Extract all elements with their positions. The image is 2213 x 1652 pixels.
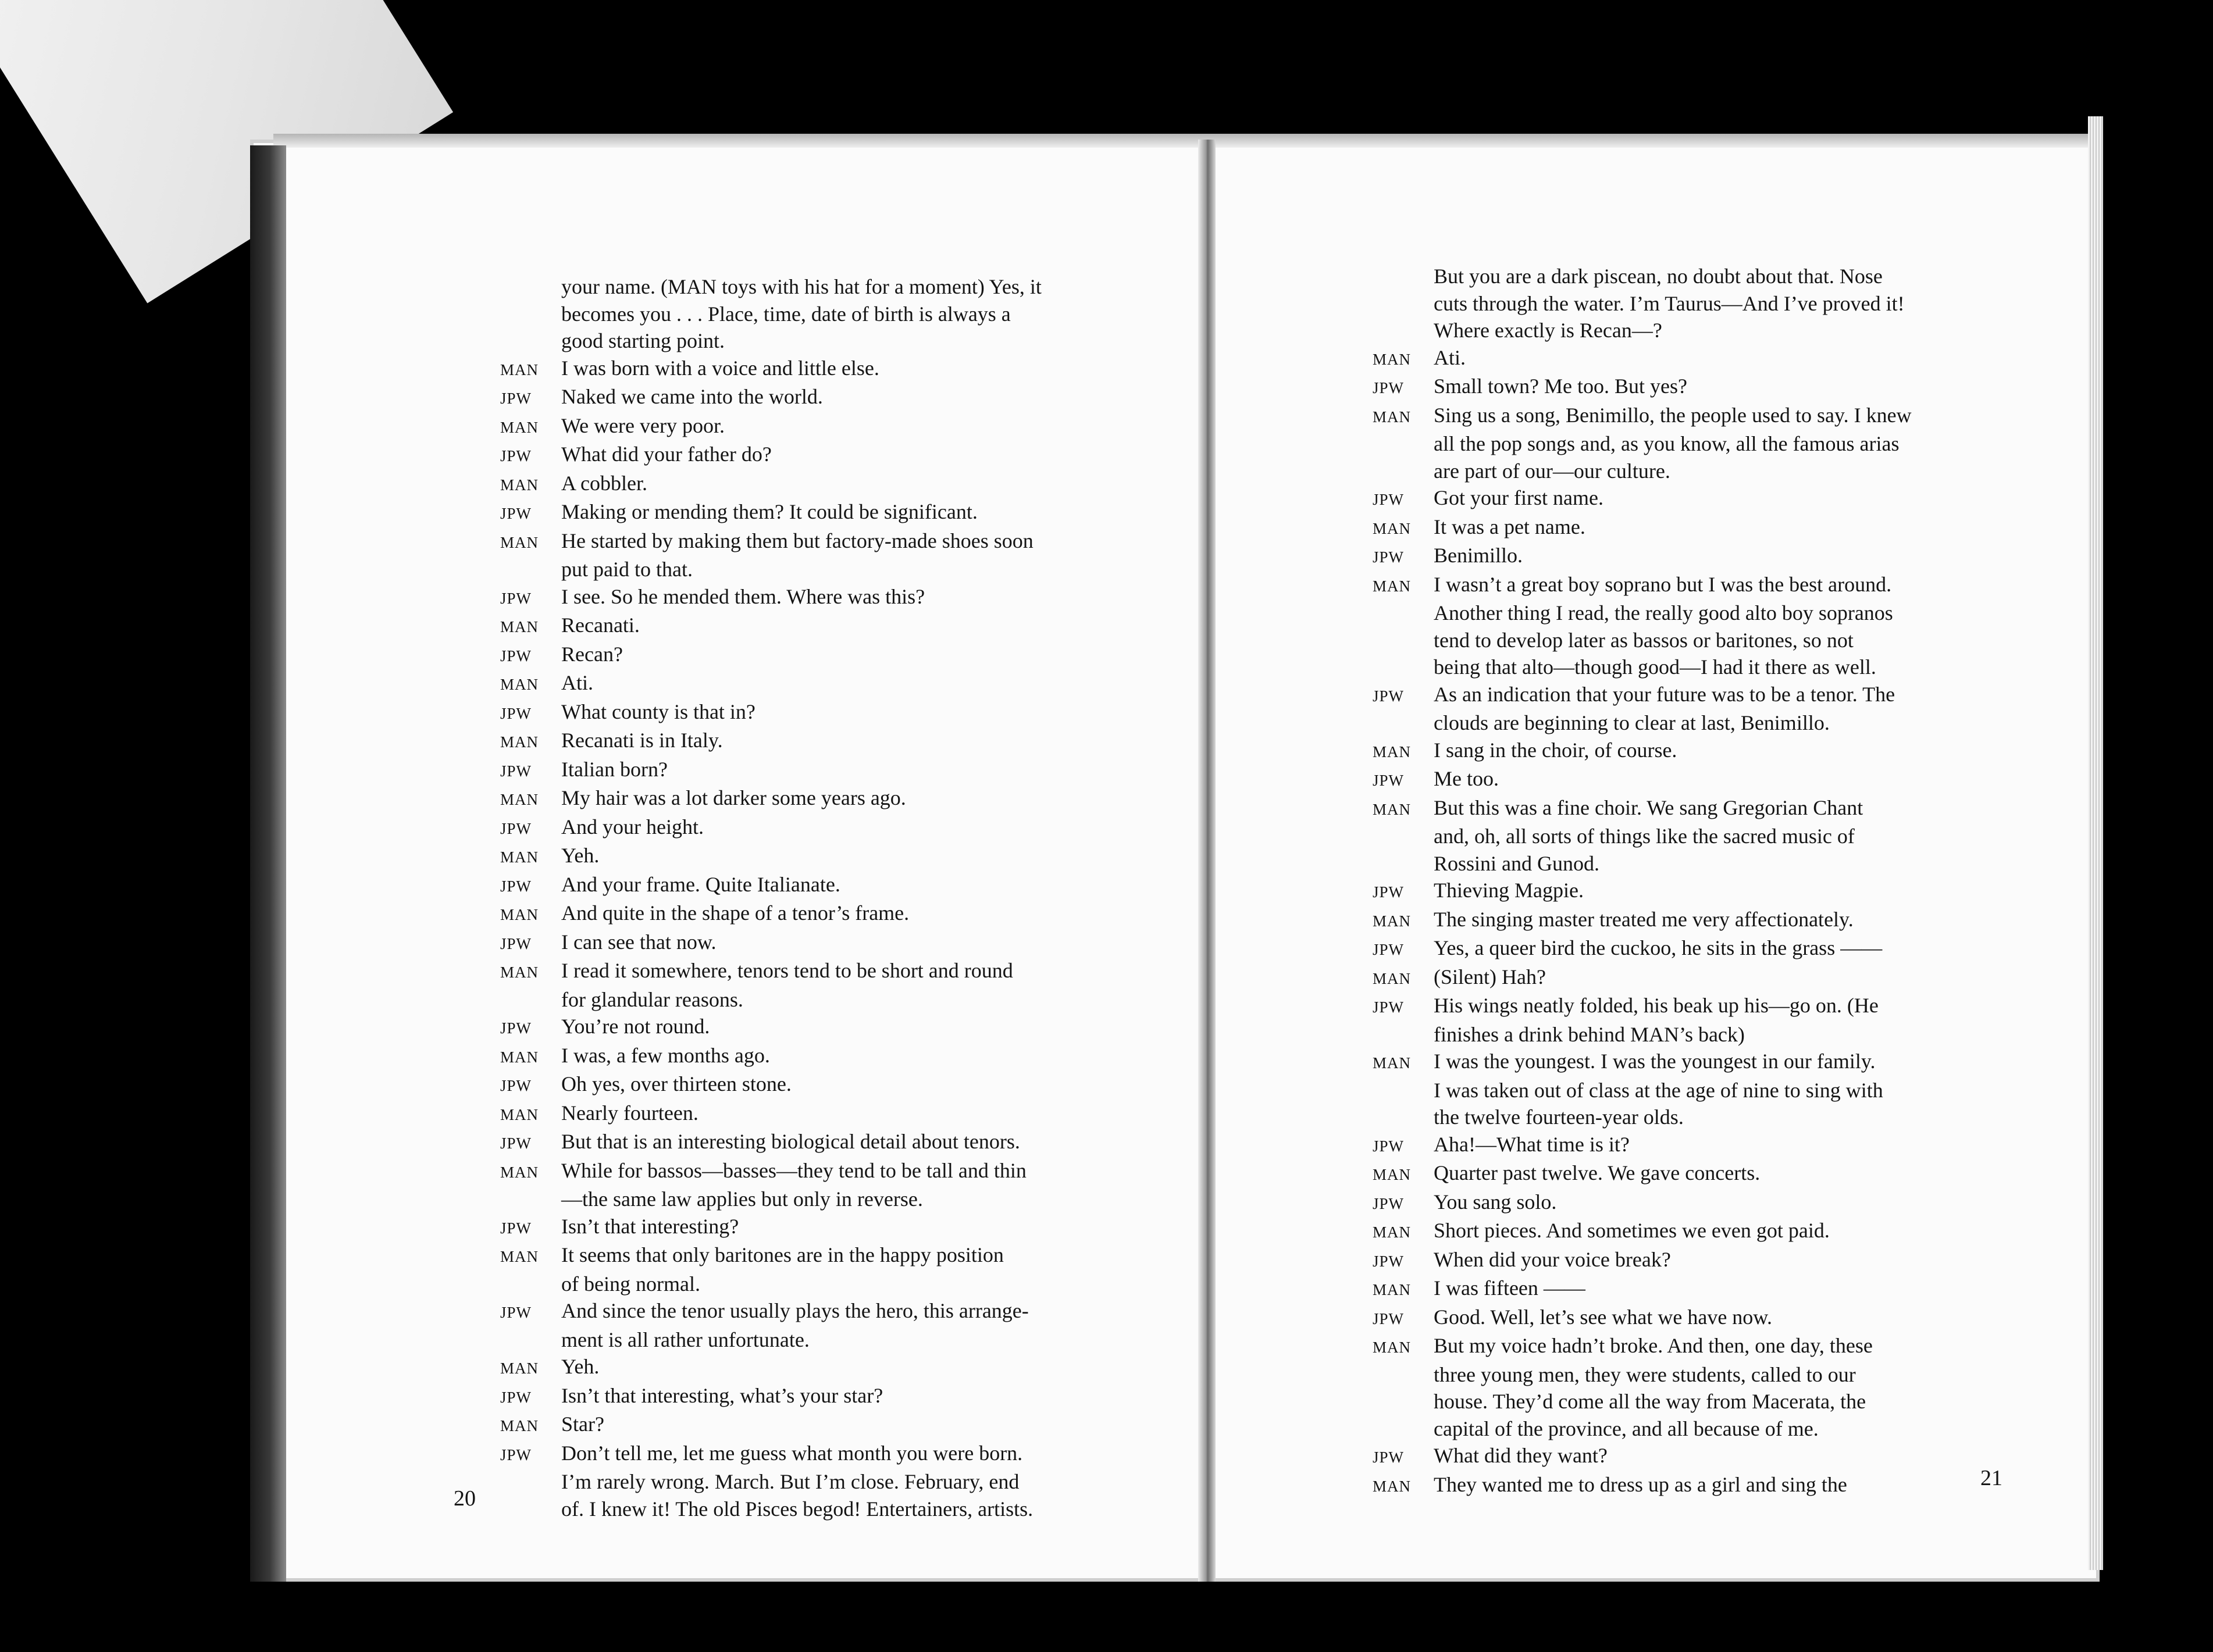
speaker-label: MAN (1373, 1339, 1412, 1356)
speaker-label: JPW (500, 704, 532, 722)
speech-text: clouds are beginning to clear at last, Benimillo. (1434, 711, 1830, 734)
speaker-label: MAN (500, 1417, 539, 1435)
speaker-label: MAN (500, 1048, 539, 1066)
dialogue-line (1373, 600, 2012, 627)
speaker-label: MAN (500, 618, 539, 636)
dialogue-line (1373, 571, 2012, 600)
dialogue-line (500, 1157, 1146, 1186)
speaker-label: JPW (1373, 883, 1405, 901)
dialogue-line (500, 441, 1146, 470)
speech-text: Where exactly is Recan—? (1434, 319, 1662, 342)
dialogue-line (1373, 317, 2012, 344)
book-binding-shadow (250, 145, 286, 1582)
speaker-label: MAN (500, 676, 539, 693)
dialogue-line (1373, 402, 2012, 431)
dialogue-line (500, 900, 1146, 929)
speech-text: (Silent) Hah? (1434, 965, 1546, 989)
speaker-label: MAN (500, 848, 539, 866)
speaker-label: MAN (500, 1360, 539, 1377)
speech-text: Yeh. (561, 844, 600, 867)
dialogue-line (500, 641, 1146, 670)
speaker-label: MAN (1373, 577, 1412, 595)
speaker-label: MAN (500, 361, 539, 379)
dialogue-line (1373, 1217, 2012, 1246)
speech-text: Sing us a song, Benimillo, the people used to say. I knew (1434, 403, 1912, 427)
dialogue-line (500, 301, 1146, 328)
speech-text: I read it somewhere, tenors tend to be short and round (561, 959, 1013, 982)
speech-text: I can see that now. (561, 930, 717, 954)
speech-text: ment is all rather unfortunate. (561, 1328, 810, 1351)
dialogue-line (1373, 513, 2012, 543)
speech-text: Small town? Me too. But yes? (1434, 374, 1687, 398)
dialogue-line (500, 669, 1146, 698)
speech-text: of being normal. (561, 1272, 700, 1296)
speech-text: Quarter past twelve. We gave concerts. (1434, 1161, 1761, 1184)
left-page-text (500, 273, 1146, 1522)
speech-text: I was fifteen —— (1434, 1276, 1585, 1300)
speech-text: Me too. (1434, 767, 1499, 790)
speech-text: It seems that only baritones are in the happy position (561, 1243, 1004, 1266)
speaker-label: MAN (1373, 969, 1412, 987)
speech-text: Another thing I read, the really good alto boy sopranos (1434, 601, 1893, 625)
dialogue-line (1373, 263, 2012, 290)
dialogue-line (500, 756, 1146, 785)
speech-text: —the same law applies but only in reverse. (561, 1187, 923, 1211)
speech-text: all the pop songs and, as you know, all the famous arias (1434, 432, 1900, 455)
speaker-label: JPW (1373, 548, 1405, 566)
speech-text: What did they want? (1434, 1444, 1608, 1467)
dialogue-line (1373, 1304, 2012, 1333)
speaker-label: MAN (500, 1163, 539, 1181)
speaker-label: MAN (500, 1105, 539, 1123)
speech-text: But this was a fine choir. We sang Gregorian Chant (1434, 795, 1863, 819)
speech-text: Star? (561, 1412, 604, 1436)
right-page-text (1373, 263, 2012, 1500)
speaker-label: JPW (1373, 998, 1405, 1016)
dialogue-line (500, 1297, 1146, 1326)
speech-text: good starting point. (561, 329, 725, 352)
left-page-number: 20 (454, 1486, 476, 1511)
speech-text: Making or mending them? It could be significant. (561, 500, 978, 523)
dialogue-line (500, 527, 1146, 556)
speech-text: Don’t tell me, let me guess what month you were born. (561, 1441, 1023, 1465)
speaker-label: JPW (500, 819, 532, 837)
speech-text: Recan? (561, 642, 623, 666)
dialogue-line (500, 383, 1146, 412)
speaker-label: JPW (1373, 1448, 1405, 1466)
dialogue-line (500, 698, 1146, 727)
dialogue-line (1373, 1361, 2012, 1389)
speaker-label: JPW (1373, 1252, 1405, 1270)
dialogue-line (500, 1213, 1146, 1242)
dialogue-line (500, 1042, 1146, 1071)
speaker-label: MAN (1373, 350, 1412, 368)
dialogue-line (500, 727, 1146, 756)
dialogue-line (1373, 1131, 2012, 1160)
speaker-label: MAN (500, 476, 539, 494)
speech-text: Short pieces. And sometimes we even got paid. (1434, 1219, 1830, 1242)
speech-text: They wanted me to dress up as a girl and sing the (1434, 1472, 1847, 1496)
speaker-label: MAN (1373, 1281, 1412, 1298)
dialogue-line (1373, 1159, 2012, 1189)
dialogue-line (500, 1326, 1146, 1354)
dialogue-line (1373, 430, 2012, 458)
dialogue-line (500, 986, 1146, 1014)
speaker-label: MAN (1373, 408, 1412, 426)
speech-text: being that alto—though good—I had it there as well. (1434, 655, 1876, 679)
speech-text: Nearly fourteen. (561, 1101, 699, 1125)
dialogue-line (1373, 484, 2012, 513)
dialogue-line (500, 1186, 1146, 1213)
dialogue-line (500, 1353, 1146, 1382)
speech-text: the twelve fourteen-year olds. (1434, 1105, 1684, 1129)
speech-text: Naked we came into the world. (561, 385, 823, 408)
dialogue-line (500, 470, 1146, 499)
dialogue-line (500, 1128, 1146, 1157)
book-gutter (1198, 140, 1216, 1582)
dialogue-line (1373, 992, 2012, 1021)
speaker-label: JPW (1373, 687, 1405, 705)
speaker-label: MAN (1373, 1166, 1412, 1183)
speech-text: Good. Well, let’s see what we have now. (1434, 1305, 1772, 1329)
speech-text: A cobbler. (561, 471, 647, 495)
dialogue-line (500, 612, 1146, 641)
speech-text: and, oh, all sorts of things like the sacred music of (1434, 825, 1855, 848)
speech-text: your name. (MAN toys with his hat for a moment) Yes, it (561, 275, 1042, 298)
speech-text: What county is that in? (561, 700, 756, 723)
speaker-label: JPW (1373, 1310, 1405, 1328)
dialogue-line (500, 355, 1146, 384)
speaker-label: JPW (1373, 772, 1405, 789)
speech-text: cuts through the water. I’m Taurus—And I’ve proved it! (1434, 291, 1905, 315)
dialogue-line (1373, 1246, 2012, 1275)
dialogue-line (1373, 1388, 2012, 1415)
speaker-label: JPW (1373, 941, 1405, 958)
speaker-label: JPW (1373, 1137, 1405, 1155)
speech-text: I was the youngest. I was the youngest in our family. (1434, 1050, 1876, 1073)
dialogue-line (1373, 1104, 2012, 1131)
speech-text: It was a pet name. (1434, 515, 1585, 538)
speech-text: But that is an interesting biological detail about tenors. (561, 1130, 1020, 1153)
speech-text: Oh yes, over thirteen stone. (561, 1072, 792, 1096)
speaker-label: JPW (500, 934, 532, 952)
speech-text: three young men, they were students, called to our (1434, 1362, 1856, 1386)
dialogue-line (1373, 1189, 2012, 1218)
dialogue-line (500, 1071, 1146, 1100)
dialogue-line (1373, 823, 2012, 850)
page-stack-edge (2088, 116, 2103, 1570)
speech-text: becomes you . . . Place, time, date of birth is always a (561, 302, 1011, 326)
dialogue-line (500, 1013, 1146, 1042)
dialogue-line (1373, 794, 2012, 823)
speech-text: tend to develop later as bassos or baritones, so not (1434, 628, 1854, 652)
speech-text: And your height. (561, 815, 704, 839)
dialogue-line (500, 327, 1146, 355)
speaker-label: JPW (500, 762, 532, 780)
dialogue-line (1373, 1442, 2012, 1471)
speaker-label: MAN (500, 906, 539, 923)
speaker-label: JPW (500, 1077, 532, 1094)
dialogue-line (1373, 964, 2012, 993)
speech-text: What did your father do? (561, 443, 772, 466)
dialogue-line (1373, 373, 2012, 402)
dialogue-line (1373, 458, 2012, 485)
speech-text: While for bassos—basses—they tend to be tall and thin (561, 1158, 1027, 1182)
speech-text: Italian born? (561, 757, 668, 781)
speaker-label: MAN (500, 964, 539, 981)
speech-text: Yes, a queer bird the cuckoo, he sits in the grass —— (1434, 936, 1883, 959)
dialogue-line (1373, 709, 2012, 737)
book-top-edge (273, 134, 2100, 148)
speech-text: Ati. (561, 671, 594, 694)
speech-text: Isn’t that interesting, what’s your star? (561, 1383, 883, 1407)
right-page-number: 21 (1980, 1466, 2002, 1490)
dialogue-line (1373, 344, 2012, 373)
speech-text: When did your voice break? (1434, 1247, 1671, 1271)
speaker-label: JPW (500, 877, 532, 895)
dialogue-line (500, 957, 1146, 986)
speech-text: My hair was a lot darker some years ago. (561, 786, 906, 809)
dialogue-line (1373, 906, 2012, 935)
dialogue-line (1373, 1077, 2012, 1104)
speech-text: As an indication that your future was to be a tenor. The (1434, 682, 1895, 706)
speech-text: Benimillo. (1434, 544, 1523, 567)
speech-text: Yeh. (561, 1355, 600, 1378)
speaker-label: MAN (1373, 519, 1412, 537)
dialogue-line (500, 1411, 1146, 1440)
speaker-label: JPW (500, 1219, 532, 1237)
speaker-label: JPW (500, 1446, 532, 1464)
speaker-label: MAN (500, 791, 539, 808)
speech-text: Thieving Magpie. (1434, 879, 1584, 902)
speaker-label: JPW (500, 505, 532, 522)
speaker-label: JPW (500, 1388, 532, 1406)
speaker-label: MAN (1373, 800, 1412, 818)
speech-text: finishes a drink behind MAN’s back) (1434, 1022, 1745, 1046)
speech-text: We were very poor. (561, 413, 725, 437)
speech-text: Rossini and Gunod. (1434, 851, 1600, 875)
speaker-label: MAN (500, 1248, 539, 1265)
speaker-label: JPW (1373, 491, 1405, 508)
speech-text: I was born with a voice and little else. (561, 356, 879, 380)
speech-text: are part of our—our culture. (1434, 459, 1670, 483)
speaker-label: MAN (1373, 1223, 1412, 1241)
speech-text: put paid to that. (561, 558, 693, 581)
dialogue-line (1373, 1415, 2012, 1443)
speaker-label: MAN (500, 533, 539, 551)
dialogue-line (500, 842, 1146, 871)
speech-text: And your frame. Quite Italianate. (561, 872, 840, 896)
dialogue-line (500, 813, 1146, 843)
speech-text: I see. So he mended them. Where was this? (561, 584, 925, 608)
speaker-label: JPW (500, 447, 532, 465)
speaker-label: JPW (500, 390, 532, 407)
dialogue-line (1373, 542, 2012, 571)
speaker-label: JPW (500, 1304, 532, 1321)
speech-text: And quite in the shape of a tenor’s frame. (561, 901, 910, 925)
speech-text: Recanati. (561, 613, 640, 637)
speaker-label: MAN (1373, 912, 1412, 930)
speaker-label: JPW (500, 589, 532, 607)
dialogue-line (1373, 1275, 2012, 1304)
speaker-label: MAN (1373, 743, 1412, 761)
speech-text: I wasn’t a great boy soprano but I was the best around. (1434, 572, 1892, 596)
dialogue-line (1373, 1332, 2012, 1361)
speech-text: Got your first name. (1434, 486, 1603, 509)
dialogue-line (500, 1100, 1146, 1129)
dialogue-line (500, 1496, 1146, 1523)
speech-text: You’re not round. (561, 1015, 710, 1038)
speech-text: You sang solo. (1434, 1190, 1557, 1214)
dialogue-line (500, 1241, 1146, 1271)
speaker-label: JPW (1373, 1194, 1405, 1212)
speech-text: capital of the province, and all because of me. (1434, 1416, 1819, 1440)
speech-text: But my voice hadn’t broke. And then, one day, these (1434, 1334, 1873, 1357)
dialogue-line (1373, 627, 2012, 654)
dialogue-line (1373, 934, 2012, 964)
speech-text: He started by making them but factory-made shoes soon (561, 529, 1034, 552)
dialogue-line (500, 1271, 1146, 1298)
dialogue-line (1373, 290, 2012, 317)
dialogue-line (500, 784, 1146, 813)
dialogue-line (500, 1468, 1146, 1496)
speaker-label: MAN (1373, 1477, 1412, 1495)
speaker-label: MAN (500, 418, 539, 436)
dialogue-line (500, 929, 1146, 958)
speech-text: for glandular reasons. (561, 987, 743, 1011)
dialogue-line (500, 1440, 1146, 1469)
speaker-label: MAN (1373, 1054, 1412, 1072)
speaker-label: JPW (1373, 379, 1405, 397)
dialogue-line (1373, 850, 2012, 877)
dialogue-line (500, 583, 1146, 612)
dialogue-line (1373, 654, 2012, 681)
dialogue-line (500, 412, 1146, 441)
dialogue-line (500, 273, 1146, 301)
speech-text: Isn’t that interesting? (561, 1214, 739, 1238)
speech-text: Aha!—What time is it? (1434, 1132, 1630, 1156)
speech-text: I was, a few months ago. (561, 1043, 770, 1067)
speaker-label: JPW (500, 1019, 532, 1037)
dialogue-line (500, 1382, 1146, 1411)
speaker-label: MAN (500, 733, 539, 751)
speech-text: The singing master treated me very affectionately. (1434, 907, 1854, 931)
speech-text: of. I knew it! The old Pisces begod! Entertainers, artists. (561, 1497, 1034, 1521)
speech-text: I sang in the choir, of course. (1434, 738, 1677, 762)
speech-text: But you are a dark piscean, no doubt about that. Nose (1434, 265, 1883, 288)
dialogue-line (1373, 1021, 2012, 1048)
speech-text: Ati. (1434, 345, 1466, 369)
dialogue-line (1373, 877, 2012, 906)
speech-text: house. They’d come all the way from Macerata, the (1434, 1390, 1866, 1413)
dialogue-line (1373, 1048, 2012, 1077)
speech-text: Recanati is in Italy. (561, 729, 723, 752)
speech-text: I’m rarely wrong. March. But I’m close. February, end (561, 1470, 1020, 1493)
speech-text: I was taken out of class at the age of nine to sing with (1434, 1078, 1883, 1102)
dialogue-line (500, 871, 1146, 900)
speaker-label: JPW (500, 647, 532, 665)
speaker-label: JPW (500, 1134, 532, 1152)
dialogue-line (500, 556, 1146, 583)
speech-text: And since the tenor usually plays the hero, this arrange- (561, 1299, 1029, 1322)
dialogue-line (500, 498, 1146, 527)
dialogue-line (1373, 765, 2012, 794)
dialogue-line (1373, 1471, 2012, 1500)
speech-text: His wings neatly folded, his beak up his—go on. (He (1434, 994, 1879, 1017)
dialogue-line (1373, 681, 2012, 710)
dialogue-line (1373, 737, 2012, 766)
